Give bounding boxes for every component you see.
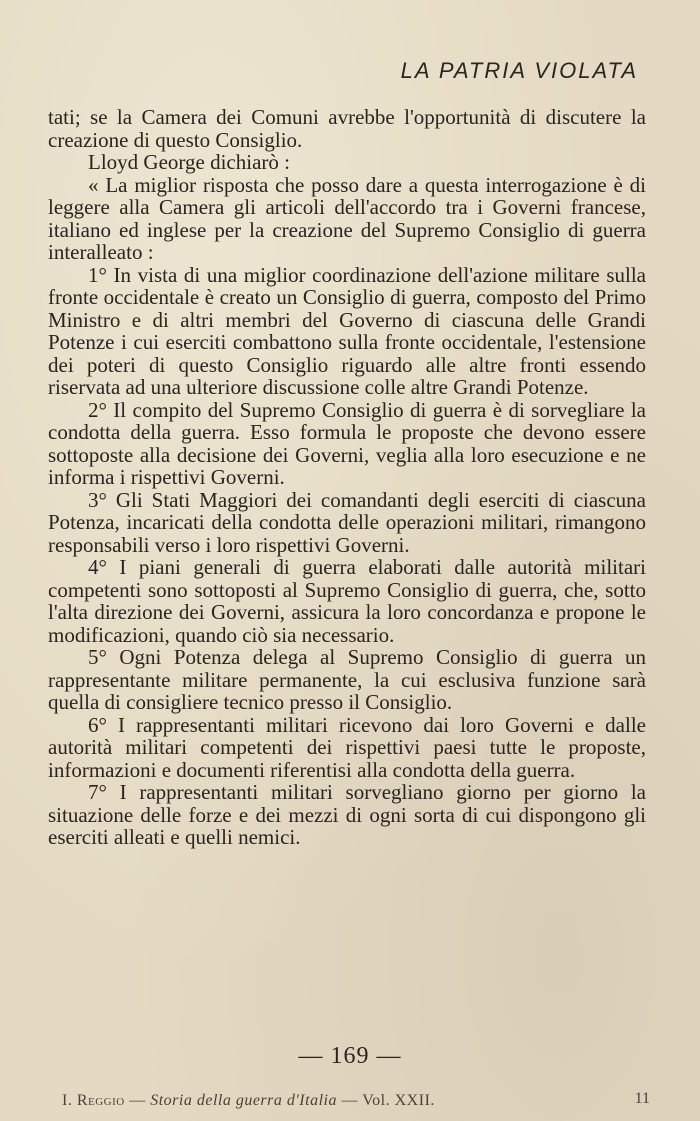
page-number: — 169 — bbox=[298, 1043, 402, 1069]
book-footer bbox=[62, 1092, 435, 1110]
paragraph-article-5: 5° Ogni Potenza delega al Supremo Consiglio di guerra un rappresentante militare permanente, la cui esclusiva funzione sarà quella di consigliere tecnico presso il Consiglio. bbox=[48, 645, 646, 714]
paragraph-article-7: 7° I rappresentanti militari sorvegliano giorno per giorno la situazione delle forze e dei mezzi di ogni sorta di cui dispongono gli eserciti alleati e quelli nemici. bbox=[48, 780, 646, 849]
paragraph-article-3: 3° Gli Stati Maggiori dei comandanti degli eserciti di ciascuna Potenza, incaricati della condotta delle operazioni militari, rimangono responsabili verso i loro rispettivi Governi. bbox=[48, 487, 646, 557]
signature-mark: 11 bbox=[634, 1090, 650, 1107]
footer-dash: — bbox=[129, 1092, 146, 1109]
paragraph-lloyd-george: Lloyd George dichiarò : bbox=[88, 150, 290, 174]
footer-volume: Vol. XXII. bbox=[362, 1092, 435, 1109]
footer-book-title: Storia della guerra d'Italia bbox=[150, 1092, 337, 1109]
paragraph-article-2: 2° Il compito del Supremo Consiglio di guerra è di sorvegliare la condotta della guerra. Esso formula le proposte che devono essere sottoposte alla decisione dei Governi, veglia alla loro esecuzione e ne informa i rispettivi Governi. bbox=[48, 397, 646, 489]
body-text bbox=[48, 106, 646, 849]
footer-dash: — bbox=[341, 1092, 358, 1109]
footer-author: I. Reggio bbox=[62, 1092, 125, 1109]
paragraph-article-4: 4° I piani generali di guerra elaborati dalle autorità militari competenti sono sottoposti al Supremo Consiglio di guerra, che, sotto l'alta direzione dei Governi, assicura la loro concordanza e propone le modificazioni, quando ciò sia necessario. bbox=[48, 555, 646, 647]
paragraph-article-1: 1° In vista di una miglior coordinazione dell'azione militare sulla fronte occidentale è creato un Consiglio di guerra, composto del Primo Ministro e di altri membri del Governo di ciascuna delle Grandi Potenze i cui eserciti combattono sulla fronte occidentale, l'estensione dei poteri di questo Consiglio riguardo alle altre fronti essendo riservata ad una ulteriore discussione colle altre Grandi Potenze. bbox=[48, 262, 646, 399]
paragraph-article-6: 6° I rappresentanti militari ricevono dai loro Governi e dalle autorità militari competenti dei rispettivi paesi tutte le proposte, informazioni e documenti riferentisi alla condotta della guerra. bbox=[48, 712, 646, 782]
paragraph-quote-intro: « La miglior risposta che posso dare a questa interrogazione è di leggere alla Camera gli articoli dell'accordo tra i Governi francese, italiano ed inglese per la creazione del Supremo Consiglio di guerra interalleato : bbox=[48, 172, 646, 264]
paragraph-continuation: tati; se la Camera dei Comuni avrebbe l'opportunità di discutere la creazione di questo Consiglio. bbox=[48, 105, 646, 152]
running-title: LA PATRIA VIOLATA bbox=[400, 58, 638, 83]
